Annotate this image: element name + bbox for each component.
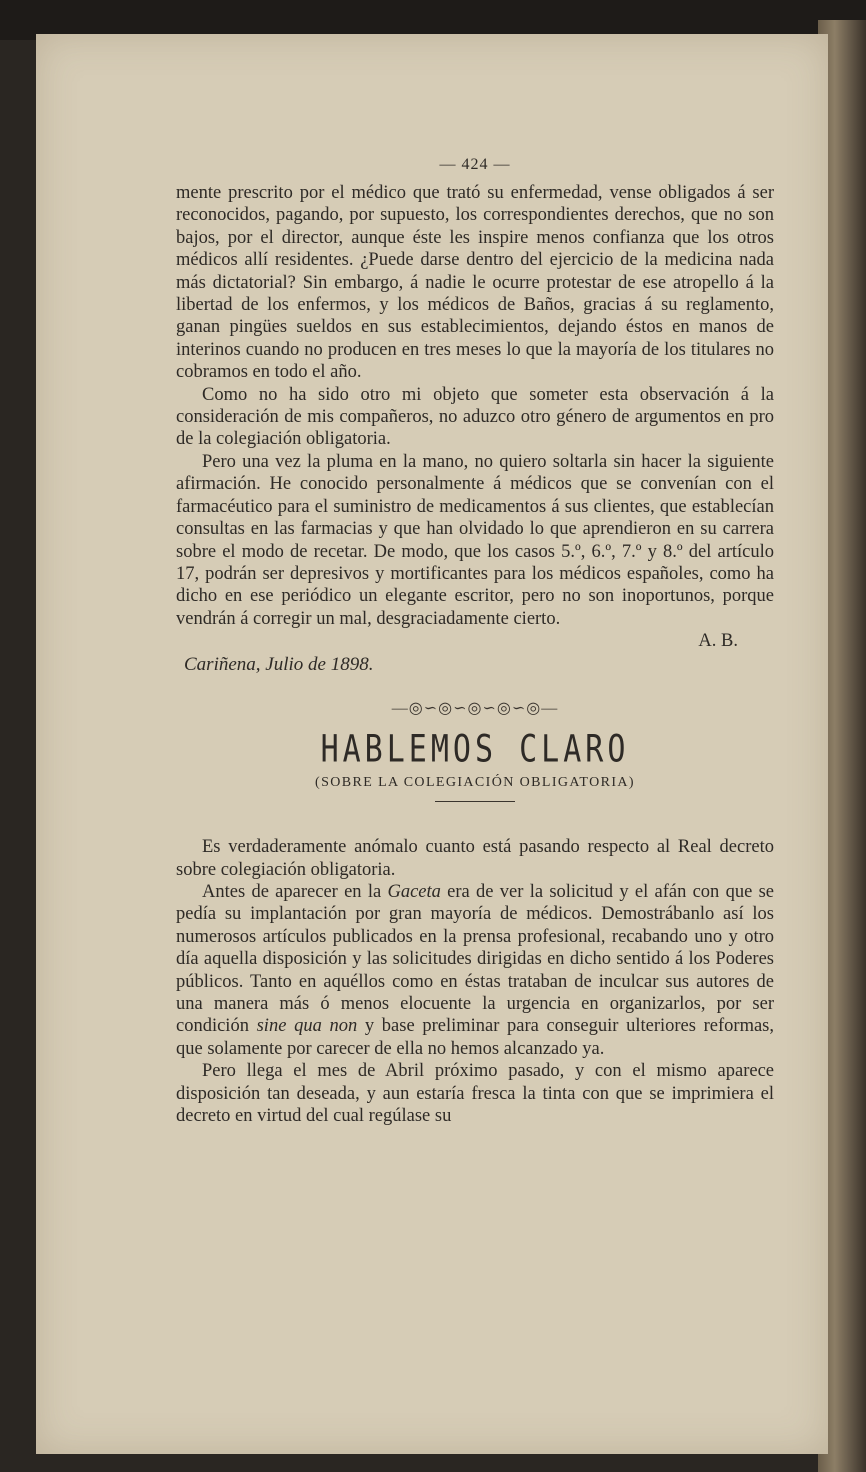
paragraph-5-part-b: era de ver la solicitud y el afán con que se pedía su implantación por gran mayoría de médicos. Demostrábanlo así los numerosos artículos publicados en la prensa profesional, recabando uno y otro día aquella disposición y las solicitudes dirigidas en dicho sentido á los Poderes públicos. Tanto en aquéllos como en éstas trataban de inculcar sus autores de una manera más ó menos elocuente la urgencia en organizarlos, por ser condición bbox=[176, 881, 774, 1037]
paragraph-2: Como no ha sido otro mi objeto que someter esta observación á la consideración de mis compañeros, no aduzco otro género de argumentos en pro de la colegiación obligatoria. bbox=[176, 384, 774, 450]
paragraph-5 bbox=[176, 881, 774, 1060]
paragraph-5-part-a: Antes de aparecer en la bbox=[202, 881, 388, 902]
article-subtitle: (SOBRE LA COLEGIACIÓN OBLIGATORIA) bbox=[315, 775, 635, 791]
paragraph-4: Es verdaderamente anómalo cuanto está pasando respecto al Real decreto sobre colegiación obligatoria. bbox=[176, 837, 774, 880]
article-title: HABLEMOS CLARO bbox=[320, 727, 630, 772]
page-number: — 424 — bbox=[439, 156, 511, 173]
gaceta-italic: Gaceta bbox=[387, 881, 441, 902]
author-signature: A. B. bbox=[698, 631, 738, 652]
title-rule bbox=[435, 801, 515, 802]
ornament-divider: —◎∽◎∽◎∽◎∽◎— bbox=[391, 700, 559, 718]
place-date: Cariñena, Julio de 1898. bbox=[184, 654, 374, 676]
latin-phrase: sine qua non bbox=[256, 1016, 358, 1037]
paragraph-1: mente prescrito por el médico que trató su enfermedad, vense obligados á ser reconocidos, pagando, por supuesto, los correspondientes derechos, que no son bajos, por el director, aunque éste les inspire menos confianza que los otros médicos allí residentes. ¿Puede darse dentro del ejercicio de la medicina nada más dictatorial? Sin embargo, á nadie le ocurre protestar de ese atropello á la libertad de los enfermos, y los médicos de Baños, gracias á su reglamento, ganan pingües sueldos en sus establecimientos, dejando éstos en manos de interinos cuando no producen en tres meses lo que la mayoría de los titulares no cobramos en todo el año. bbox=[176, 183, 774, 383]
page-content bbox=[176, 156, 774, 1127]
paragraph-6: Pero llega el mes de Abril próximo pasado, y con el mismo aparece disposición tan deseada, y aun estaría fresca la tinta con que se imprimiera el decreto en virtud del cual regúlase su bbox=[176, 1061, 774, 1126]
book-page bbox=[36, 34, 828, 1454]
paragraph-5-part-c: y base preliminar para conseguir ulteriores reformas, que solamente por carecer de ella no hemos alcanzado ya. bbox=[176, 1016, 774, 1059]
paragraph-3: Pero una vez la pluma en la mano, no quiero soltarla sin hacer la siguiente afirmación. He conocido personalmente á médicos que se convenían con el farmacéutico para el suministro de medicamentos á sus clientes, que establecían consultas en las farmacias y que han olvidado lo que aprendieron en su carrera sobre el modo de recetar. De modo, que los casos 5.º, 6.º, 7.º y 8.º del artículo 17, podrán ser depresivos y mortificantes para los médicos españoles, como ha dicho en ese periódico un elegante escritor, pero no son inoportunos, porque vendrán á corregir un mal, desgraciadamente cierto. bbox=[176, 451, 774, 629]
